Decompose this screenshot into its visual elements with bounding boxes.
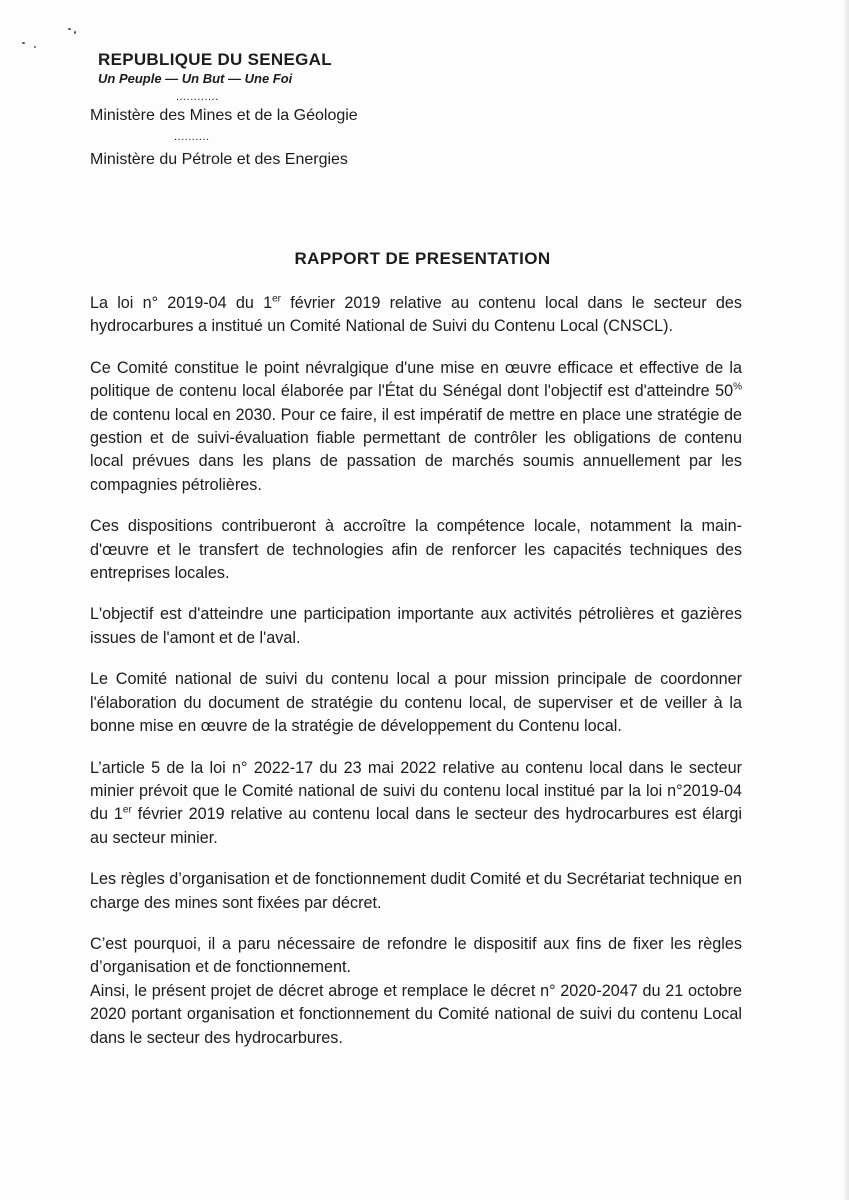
scan-speck [34, 46, 36, 48]
document-title-text: RAPPORT DE PRESENTATION [294, 249, 551, 268]
paragraph [90, 357, 742, 497]
scan-speck [68, 28, 71, 30]
superscript: % [733, 381, 742, 393]
paragraph-text: février 2019 relative au contenu local dans le secteur des hydrocarbures a institué un Comité National de Suivi du Contenu Local (CNSCL). [90, 294, 742, 336]
paragraph: C’est pourquoi, il a paru nécessaire de refondre le dispositif aux fins de fixer les règles d’organisation et de fonctionnement. [90, 934, 742, 977]
paragraph [90, 757, 742, 851]
header-separator: ............ [176, 91, 219, 103]
paragraph: Les règles d’organisation et de fonctionnement dudit Comité et du Secrétariat technique en charge des mines sont fixées par décret. [90, 870, 742, 912]
scan-speck [22, 42, 25, 44]
superscript: er [122, 804, 132, 816]
paragraph: Ces dispositions contribueront à accroître la compétence locale, notamment la main-d'œuvre et le transfert de technologies afin de renforcer les capacités techniques des entreprises locales. [90, 517, 742, 583]
national-motto: Un Peuple — Un But — Une Foi [98, 71, 293, 86]
paragraph: Ainsi, le présent projet de décret abroge et remplace le décret n° 2020-2047 du 21 octobre 2020 portant organisation et fonctionnement du Comité national de suivi du contenu Local dans le secteur des hydrocarbures. [90, 981, 742, 1047]
paragraph: Le Comité national de suivi du contenu local a pour mission principale de coordonner l'élaboration du document de stratégie du contenu local, de superviser et de veiller à la bonne mise en œuvre de la stratégie de développement du Contenu local. [90, 670, 742, 736]
ministry-mines: Ministère des Mines et de la Géologie [90, 107, 358, 124]
paragraph [90, 292, 742, 339]
document-title [0, 249, 849, 269]
document-body [90, 292, 742, 1068]
paragraph-text: Ce Comité constitue le point névralgique d'une mise en œuvre efficace et effective de la politique de contenu local élaborée par l'État du Sénégal dont l'objectif est d'atteindre 50 [90, 358, 742, 401]
paragraph-text: février 2019 relative au contenu local dans le secteur des hydrocarbures est élargi au secteur minier. [90, 805, 742, 847]
country-name: REPUBLIQUE DU SENEGAL [98, 50, 332, 69]
paragraph-text: de contenu local en 2030. Pour ce faire, il est impératif de mettre en place une stratégie de gestion et de suivi-évaluation fiable permettant de contrôler les obligations de contenu local prévues dans les plans de passation de marchés soumis annuellement par les compagnies pétrolières. [90, 405, 742, 494]
scan-speck [74, 31, 76, 34]
ministry-petroleum: Ministère du Pétrole et des Energies [90, 151, 348, 168]
paragraph-text: L’article 5 de la loi n° 2022-17 du 23 mai 2022 relative au contenu local dans le secteur minier prévoit que le Comité national de suivi du contenu local institué par la loi n°2019-04 du 1 [90, 758, 742, 824]
paragraph: L'objectif est d'atteindre une participation importante aux activités pétrolières et gazières issues de l'amont et de l'aval. [90, 605, 742, 647]
header-separator: .......... [174, 131, 210, 143]
page-edge-shadow [843, 0, 849, 1200]
paragraph-text: La loi n° 2019-04 du 1 [90, 294, 273, 312]
superscript: er [272, 293, 282, 305]
letterhead [90, 50, 358, 170]
